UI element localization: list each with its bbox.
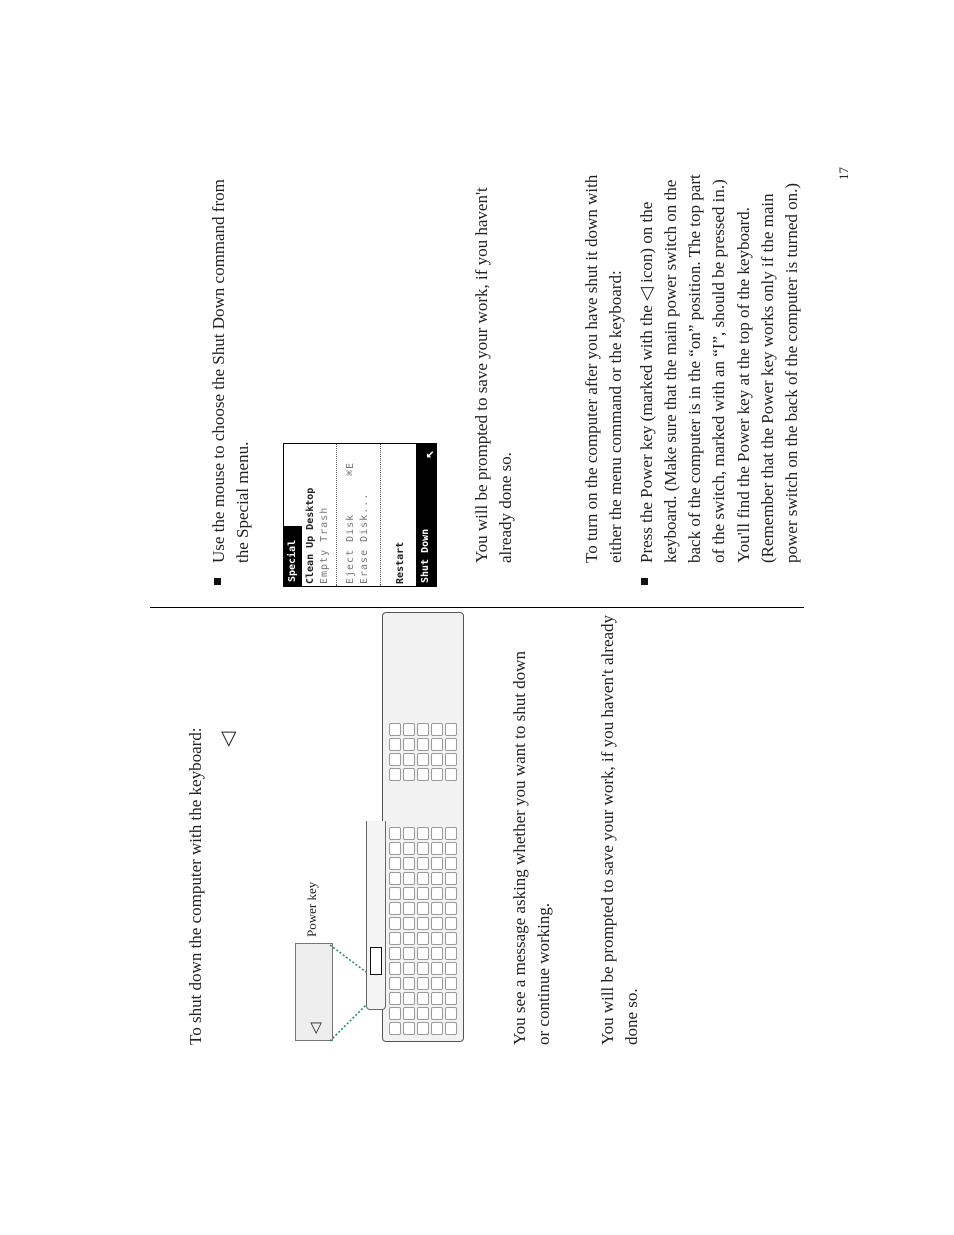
keyboard-key: [445, 992, 457, 1005]
keyboard-key: [403, 857, 415, 870]
keyboard-key: [403, 962, 415, 975]
keyboard-key: [445, 947, 457, 960]
power-key-instruction-start: Press the Power key (marked with the: [637, 305, 656, 563]
keyboard-key: [389, 932, 401, 945]
keyboard-key: [417, 842, 429, 855]
keyboard-key: [403, 1007, 415, 1020]
eject-shortcut: ⌘E: [345, 461, 356, 476]
page-number: 17: [836, 167, 851, 180]
menu-separator: [336, 444, 337, 586]
keyboard-key: [445, 932, 457, 945]
menu-item-shut-down[interactable]: [416, 444, 436, 586]
keyboard-key: [403, 977, 415, 990]
keyboard-key: [389, 753, 401, 766]
keyboard-key: [431, 872, 443, 885]
keyboard-key: [403, 992, 415, 1005]
keyboard-illustration: [382, 612, 464, 1042]
mouse-instruction: Use the mouse to choose the Shut Down command from the Special menu.: [209, 179, 252, 563]
keyboard-key: [389, 857, 401, 870]
keyboard-key: [417, 902, 429, 915]
power-key: [370, 947, 382, 975]
keyboard-key: [431, 753, 443, 766]
keyboard-key: [389, 1007, 401, 1020]
keyboard-key: [417, 887, 429, 900]
arrow-cursor-icon: ↖: [421, 450, 437, 459]
keyboard-key: [445, 902, 457, 915]
keyboard-key: [431, 992, 443, 1005]
keyboard-key: [431, 827, 443, 840]
keyboard-key: [417, 947, 429, 960]
save-prompt-left: You will be prompted to save your work, if you haven't already done so.: [598, 614, 641, 1045]
keyboard-key: [417, 857, 429, 870]
power-key-instruction: [634, 163, 731, 563]
keyboard-key: [417, 1022, 429, 1035]
menu-item-clean-up-desktop[interactable]: Clean Up Desktop: [305, 487, 316, 584]
keyboard-key: [445, 753, 457, 766]
keyboard-key: [431, 977, 443, 990]
keyboard-key: [445, 842, 457, 855]
bullet-icon: [641, 578, 648, 585]
keyboard-key: [431, 962, 443, 975]
keyboard-key: [403, 917, 415, 930]
special-menu-title[interactable]: Special: [284, 526, 302, 586]
power-key-label: Power key: [304, 881, 319, 937]
keyboard-key: [431, 887, 443, 900]
save-prompt-right: You will be prompted to save your work, if you haven't already done so.: [472, 187, 515, 563]
menu-item-eject-disk[interactable]: Eject Disk: [345, 513, 356, 584]
bullet-icon: [214, 578, 221, 585]
keyboard-key: [403, 932, 415, 945]
keyboard-key: [389, 887, 401, 900]
keyboard-key: [445, 977, 457, 990]
keyboard-main-keys: [389, 827, 457, 1035]
keyboard-key: [417, 738, 429, 751]
keyboard-key: [431, 917, 443, 930]
keyboard-key: [389, 962, 401, 975]
keyboard-key: [445, 857, 457, 870]
keyboard-key: [431, 1007, 443, 1020]
section-divider: [150, 607, 804, 608]
menu-item-restart[interactable]: Restart: [395, 541, 406, 584]
menu-item-empty-trash[interactable]: Empty Trash: [319, 506, 330, 584]
keyboard-key: [403, 947, 415, 960]
power-triangle-icon: ◁: [217, 731, 239, 747]
keyboard-key: [417, 768, 429, 781]
shut-down-label: Shut Down: [420, 528, 431, 583]
special-menu[interactable]: [283, 443, 437, 587]
keyboard-numpad-keys: [389, 723, 457, 781]
keyboard-key: [417, 932, 429, 945]
keyboard-key: [431, 947, 443, 960]
keyboard-key: [403, 723, 415, 736]
keyboard-key: [389, 842, 401, 855]
keyboard-key: [431, 842, 443, 855]
keyboard-key: [389, 827, 401, 840]
keyboard-key: [445, 962, 457, 975]
keyboard-key: [445, 917, 457, 930]
power-key-note: You'll find the Power key at the top of the keyboard. (Remember that the Power key works only if the main power switch on the back of the computer is turned on.): [734, 182, 801, 563]
keyboard-key: [389, 768, 401, 781]
power-triangle-icon: ◁: [636, 287, 656, 301]
keyboard-key: [403, 842, 415, 855]
keyboard-key: [445, 738, 457, 751]
keyboard-key: [431, 932, 443, 945]
keyboard-key: [389, 992, 401, 1005]
keyboard-key: [431, 857, 443, 870]
keyboard-key: [445, 768, 457, 781]
keyboard-key: [389, 902, 401, 915]
keyboard-key: [431, 738, 443, 751]
keyboard-key: [403, 738, 415, 751]
keyboard-key: [417, 872, 429, 885]
keyboard-key: [445, 723, 457, 736]
keyboard-key: [403, 753, 415, 766]
keyboard-key: [417, 827, 429, 840]
menu-separator: [380, 444, 381, 586]
keyboard-key: [445, 887, 457, 900]
keyboard-key: [403, 1022, 415, 1035]
keyboard-top-edge: [366, 821, 386, 1010]
keyboard-key: [431, 723, 443, 736]
power-key-instruction-end: icon) on the keyboard. (Make sure that the main power switch on the back of the computer is in the “on” position. The top part of the switch, marked with an “I”, should be pressed in.): [637, 174, 728, 563]
keyboard-key: [403, 902, 415, 915]
keyboard-key: [403, 827, 415, 840]
keyboard-key: [431, 768, 443, 781]
keyboard-key: [445, 872, 457, 885]
keyboard-key: [417, 723, 429, 736]
keyboard-key: [389, 872, 401, 885]
shutdown-message: You see a message asking whether you want to shut down or continue working.: [510, 651, 553, 1045]
keyboard-key: [403, 768, 415, 781]
keyboard-key: [417, 992, 429, 1005]
menu-item-erase-disk[interactable]: Erase Disk...: [359, 492, 370, 584]
keyboard-key: [417, 1007, 429, 1020]
keyboard-shutdown-intro: To shut down the computer with the keyboard:: [186, 727, 205, 1045]
keyboard-key: [389, 947, 401, 960]
keyboard-key: [389, 738, 401, 751]
keyboard-key: [431, 1022, 443, 1035]
keyboard-key: [403, 887, 415, 900]
keyboard-key: [445, 827, 457, 840]
keyboard-key: [417, 753, 429, 766]
keyboard-key: [389, 977, 401, 990]
keyboard-key: [445, 1007, 457, 1020]
power-triangle-icon: ◁: [308, 1022, 324, 1034]
keyboard-key: [417, 977, 429, 990]
keyboard-key: [445, 1022, 457, 1035]
keyboard-key: [417, 917, 429, 930]
turn-on-intro: To turn on the computer after you have shut it down with either the menu command or the keyboard:: [582, 174, 625, 563]
keyboard-key: [417, 962, 429, 975]
keyboard-key: [389, 1022, 401, 1035]
keyboard-key: [389, 917, 401, 930]
keyboard-key: [389, 723, 401, 736]
keyboard-key: [431, 902, 443, 915]
keyboard-key: [403, 872, 415, 885]
